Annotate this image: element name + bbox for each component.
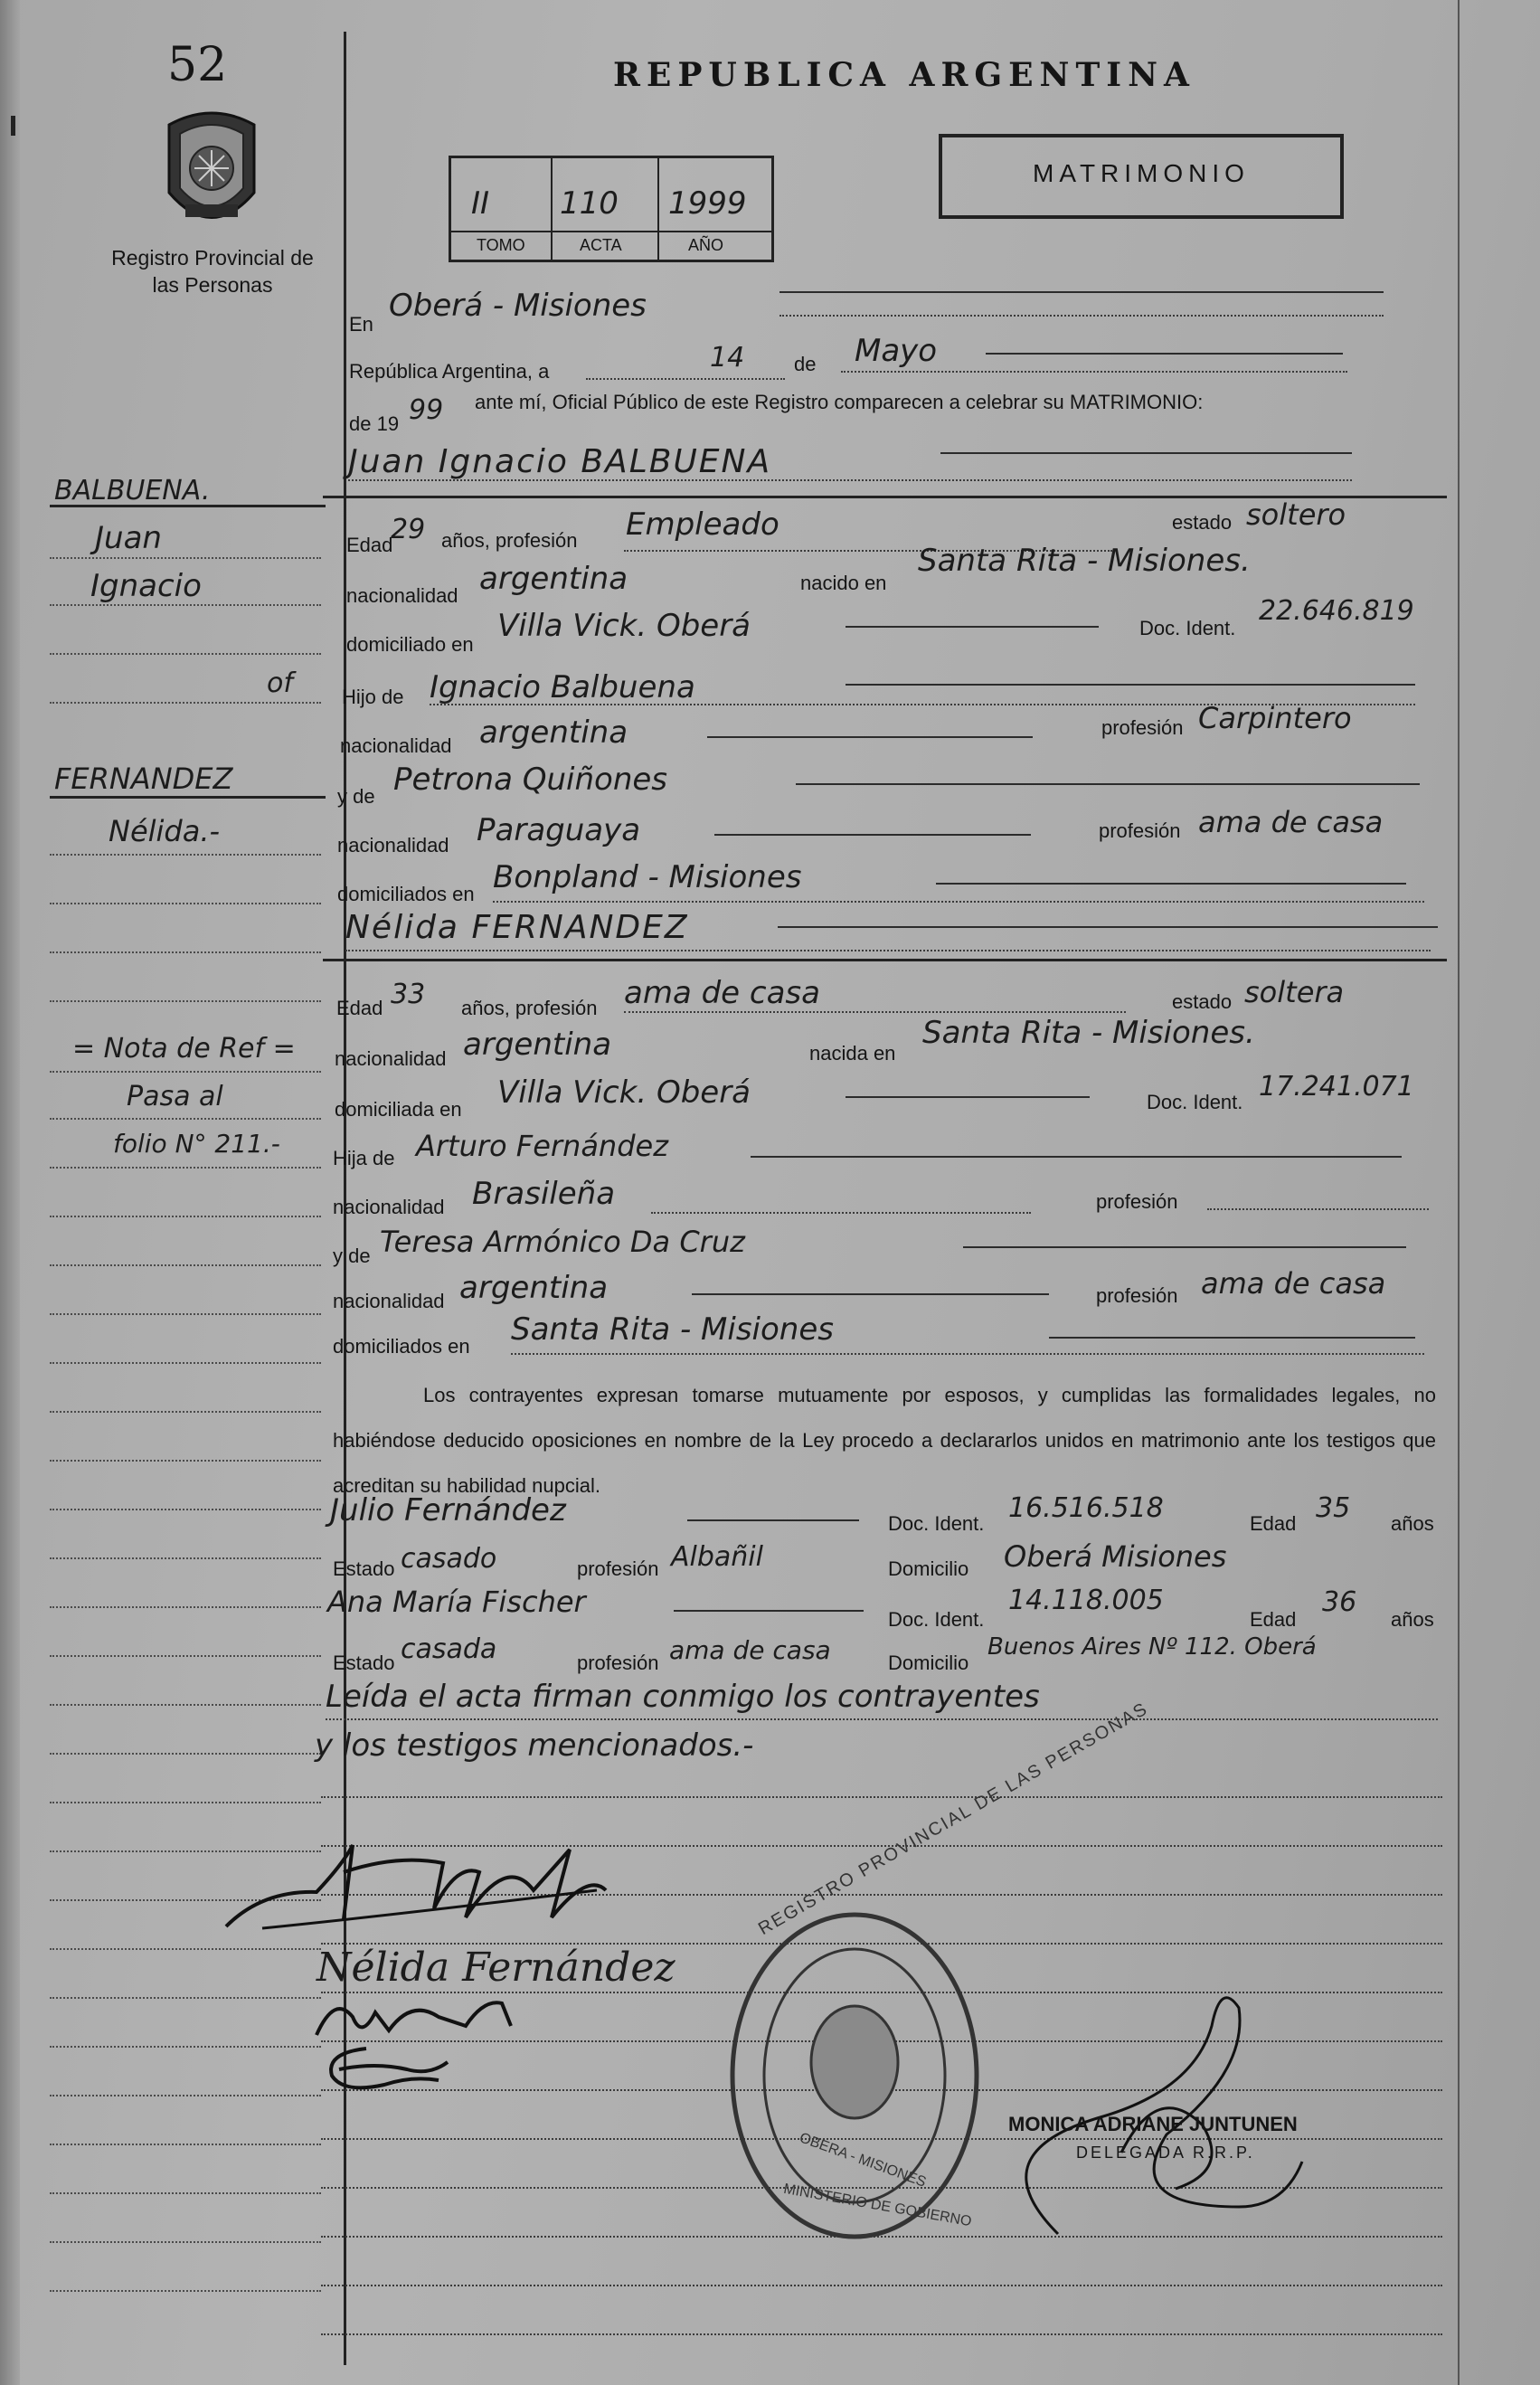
stamp-ring-text: REGISTRO PROVINCIAL DE LAS PERSONAS [755, 1699, 1152, 1940]
groom-father: Ignacio Balbuena [430, 669, 695, 705]
witness-1-name: Julio Fernández [330, 1492, 566, 1528]
bride-status-label: estado [1172, 990, 1233, 1013]
record-type: MATRIMONIO [1033, 159, 1250, 187]
declaration-text: Los contrayentes expresan tomarse mutuamente por esposos, y cumplidas las formalidades legales, no habiéndose deducido oposiciones en nombre de la Ley procedo a declararlos unidos en matrimonio ante los testigos que acreditan su habilidad nupcial. [333, 1384, 1436, 1497]
bride-father-nationality: Brasileña [472, 1176, 616, 1212]
official-title: DELEGADA R.R.P. [1076, 2144, 1255, 2162]
groom-age-label: Edad [346, 534, 393, 556]
year-suffix: 99 [409, 394, 444, 426]
bride-age-label: Edad [336, 997, 383, 1019]
bride-birthplace: Santa Rita - Misiones. [922, 1015, 1255, 1051]
witness-1-profession-label: profesión [577, 1557, 659, 1580]
witness-1-doc: 16.516.518 [1008, 1492, 1164, 1524]
margin-name-2: Nélida.- [109, 814, 221, 848]
stamp-inner-text: OBERA - MISIONES [797, 2130, 929, 2191]
witness-2-doc: 14.118.005 [1008, 1585, 1164, 1616]
groom-address: Villa Vick. Oberá [497, 608, 751, 644]
witness-1-address: Oberá Misiones [1004, 1539, 1227, 1574]
marriage-month: Mayo [855, 333, 938, 369]
margin-surname-1: BALBUENA. [54, 475, 211, 506]
groom-father-label: Hijo de [342, 686, 404, 708]
witness-2-age: 36 [1322, 1586, 1357, 1618]
bride-parents-address: Santa Rita - Misiones [511, 1311, 834, 1348]
witness-2-name: Ana María Fischer [327, 1585, 586, 1619]
en-label: En [349, 313, 373, 336]
registry-name: Registro Provincial de las Personas [111, 246, 314, 297]
bride-nationality-label: nacionalidad [335, 1047, 447, 1070]
bride-profession-label: años, profesión [461, 997, 598, 1019]
groom-doc-label: Doc. Ident. [1139, 617, 1236, 639]
tomo-label: TOMO [477, 236, 525, 254]
tomo-value: II [471, 185, 490, 222]
ano-label: AÑO [688, 236, 724, 254]
bride-mother-profession: ama de casa [1201, 1266, 1386, 1301]
groom-nationality: argentina [479, 561, 628, 597]
witness-2-age-label: Edad [1250, 1608, 1297, 1631]
bride-nationality: argentina [463, 1027, 612, 1063]
margin-name-1b: Ignacio [90, 568, 202, 604]
register-box [449, 156, 774, 262]
closing-note-line-2: y los testigos mencionados.- [315, 1727, 754, 1764]
right-page-edge [1458, 0, 1460, 2385]
bride-mother: Teresa Armónico Da Cruz [380, 1225, 745, 1259]
groom-status: soltero [1246, 497, 1346, 532]
bride-doc: 17.241.071 [1259, 1071, 1414, 1103]
provincial-seal-icon [158, 107, 265, 238]
bride-father-label: Hija de [333, 1147, 395, 1169]
witness-2-doc-label: Doc. Ident. [888, 1608, 985, 1631]
margin-and: of [267, 667, 293, 699]
margin-surname-2: FERNANDEZ [54, 762, 233, 796]
groom-birthplace-label: nacido en [800, 572, 887, 594]
bride-mother-label: y de [333, 1245, 371, 1267]
marriage-day: 14 [710, 342, 745, 374]
left-binding-shadow [0, 0, 20, 2385]
witness-2-status-label: Estado [333, 1652, 395, 1674]
groom-profession: Empleado [626, 506, 779, 543]
bride-father-nationality-label: nacionalidad [333, 1196, 445, 1218]
margin-mark [11, 116, 15, 136]
witness-2-status: casada [401, 1633, 497, 1665]
witness-1-doc-label: Doc. Ident. [888, 1512, 985, 1535]
groom-father-nationality-label: nacionalidad [340, 734, 452, 757]
bride-name: Nélida FERNANDEZ [345, 909, 689, 946]
closing-note-line-1: Leída el acta firman conmigo los contrayentes [326, 1679, 1040, 1715]
bride-mother-nationality: argentina [459, 1270, 609, 1306]
groom-mother-nationality-label: nacionalidad [337, 834, 449, 857]
groom-mother-nationality: Paraguaya [477, 812, 641, 848]
official-signature-icon [940, 1972, 1320, 2243]
bride-mother-nationality-label: nacionalidad [333, 1290, 445, 1312]
witness-2-domicilio-label: Domicilio [888, 1652, 969, 1674]
de-label: de [794, 353, 817, 375]
witness-2-address: Buenos Aires Nº 112. Oberá [987, 1633, 1317, 1661]
statement: ante mí, Oficial Público de este Registro comparecen a celebrar su MATRIMONIO: [475, 391, 1204, 413]
bride-age: 33 [391, 979, 426, 1010]
margin-note-3: folio N° 211.- [113, 1129, 280, 1159]
acta-value: 110 [560, 185, 619, 222]
groom-father-profession: Carpintero [1198, 701, 1352, 735]
groom-birthplace: Santa Rita - Misiones. [918, 543, 1251, 579]
groom-mother: Petrona Quiñones [393, 762, 668, 798]
groom-address-label: domiciliado en [346, 633, 474, 656]
groom-age: 29 [391, 514, 426, 545]
place: Oberá - Misiones [389, 288, 647, 324]
bride-address: Villa Vick. Oberá [497, 1074, 751, 1111]
bride-mother-profession-label: profesión [1096, 1284, 1178, 1307]
record-type-box [939, 134, 1344, 219]
witness-2-anos-label: años [1391, 1608, 1434, 1631]
groom-mother-label: y de [337, 785, 375, 808]
witness-1-anos-label: años [1391, 1512, 1434, 1535]
groom-mother-profession: ama de casa [1198, 805, 1384, 839]
bride-father: Arturo Fernández [416, 1129, 668, 1163]
witness-2-signature-icon [321, 2035, 466, 2098]
country-title: REPUBLICA ARGENTINA [613, 56, 1195, 94]
witness-1-age: 35 [1316, 1492, 1351, 1524]
groom-doc: 22.646.819 [1259, 595, 1414, 627]
page-number: 52 [167, 38, 228, 92]
margin-note-1: = Nota de Ref = [72, 1033, 296, 1065]
bride-parents-address-label: domiciliados en [333, 1335, 470, 1358]
groom-father-profession-label: profesión [1101, 716, 1184, 739]
bride-birthplace-label: nacida en [809, 1042, 896, 1065]
witness-1-status-label: Estado [333, 1557, 395, 1580]
witness-2-profession-label: profesión [577, 1652, 659, 1674]
groom-signature-icon [208, 1836, 615, 1935]
margin-name-1a: Juan [95, 520, 162, 556]
groom-father-nationality: argentina [479, 715, 628, 751]
witness-1-domicilio-label: Domicilio [888, 1557, 969, 1580]
bride-doc-label: Doc. Ident. [1147, 1091, 1243, 1113]
ano-value: 1999 [668, 185, 747, 222]
witness-1-status: casado [401, 1543, 497, 1575]
groom-mother-profession-label: profesión [1099, 819, 1181, 842]
groom-name: Juan Ignacio BALBUENA [348, 443, 772, 480]
bride-status: soltera [1244, 975, 1345, 1009]
groom-parents-address: Bonpland - Misiones [493, 859, 802, 895]
republica-label: República Argentina, a [349, 360, 550, 383]
margin-note-2: Pasa al [127, 1081, 223, 1112]
official-name: MONICA ADRIANE JUNTUNEN [1008, 2113, 1298, 2135]
groom-nationality-label: nacionalidad [346, 584, 458, 607]
bride-signature: Nélida Fernández [317, 1945, 676, 1991]
witness-1-profession: Albañil [671, 1541, 763, 1573]
groom-status-label: estado [1172, 511, 1233, 534]
groom-parents-address-label: domiciliados en [337, 883, 475, 905]
stamp-bottom-text: MINISTERIO DE GOBIERNO [782, 2181, 973, 2230]
bride-address-label: domiciliada en [335, 1098, 462, 1121]
bride-profession: ama de casa [624, 975, 820, 1011]
acta-label: ACTA [580, 236, 622, 254]
groom-profession-label: años, profesión [441, 529, 578, 552]
bride-father-profession-label: profesión [1096, 1190, 1178, 1213]
witness-1-age-label: Edad [1250, 1512, 1297, 1535]
witness-2-profession: ama de casa [669, 1635, 831, 1665]
year-prefix: de 19 [349, 412, 400, 435]
